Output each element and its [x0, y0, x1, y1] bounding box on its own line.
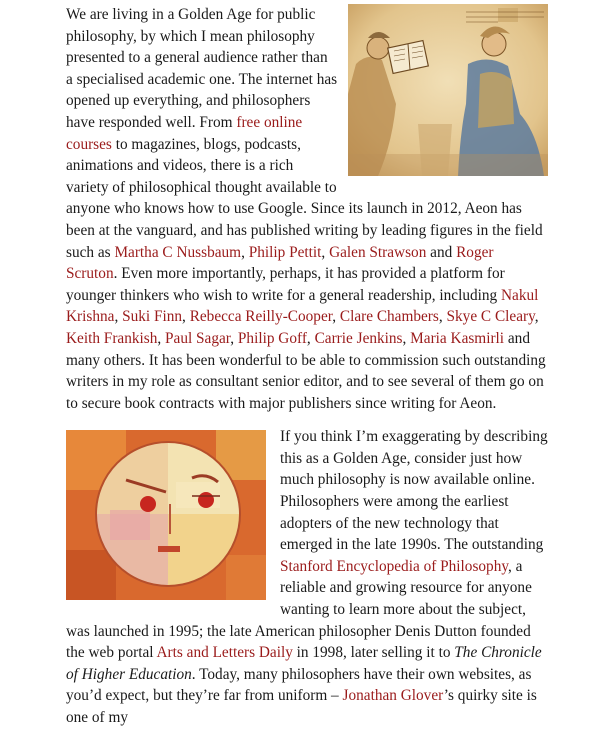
link-philip-pettit[interactable]: Philip Pettit	[248, 243, 322, 261]
link-skye-c-cleary[interactable]: Skye C Cleary	[446, 308, 535, 326]
link-galen-strawson[interactable]: Galen Strawson	[329, 243, 427, 261]
link-clare-chambers[interactable]: Clare Chambers	[339, 308, 439, 326]
link-jonathan-glover[interactable]: Jonathan Glover	[342, 687, 444, 705]
link-free-online-courses[interactable]: free online courses	[66, 113, 303, 153]
link-paul-sagar[interactable]: Paul Sagar	[165, 329, 231, 347]
publication-title: The Chronicle of Higher Education	[66, 644, 542, 683]
paragraph-intro: We are living in a Golden Age for public philosophy, by which I mean philosophy presented to a general audience rather than a specialised academic one. The internet has opened up everything, and philosophers have responded well. From free online courses to magazines, blogs, podcasts, animations and videos, there is a rich variety of philosophical thought available to anyone who knows how to use Google. Since its launch in 2012, Aeon has been at the vanguard, and has published writing by leading figures in the field such as Martha C Nussbaum, Philip Pettit, Galen Strawson and Roger Scruton. Even more importantly, perhaps, it has provided a platform for younger thinkers who wish to write for a general readership, including Nakul Krishna, Suki Finn, Rebecca Reilly-Cooper, Clare Chambers, Skye C Cleary, Keith Frankish, Paul Sagar, Philip Goff, Carrie Jenkins, Maria Kasmirli and many others. It has been wonderful to be able to commission such outstanding writers in my role as consultant senior editor, and to see several of them go on to secure book contracts with major publishers since writing for Aeon.	[66, 4, 548, 414]
medieval-manuscript-illustration	[348, 4, 548, 176]
link-maria-kasmirli[interactable]: Maria Kasmirli	[410, 329, 505, 347]
link-suki-finn[interactable]: Suki Finn	[122, 308, 183, 326]
link-rebecca-reilly-cooper[interactable]: Rebecca Reilly-Cooper	[189, 308, 333, 326]
klee-senecio-painting	[66, 430, 266, 600]
link-carrie-jenkins[interactable]: Carrie Jenkins	[314, 329, 403, 347]
link-roger-scruton[interactable]: Roger Scruton	[66, 243, 494, 283]
paragraph-golden-age: If you think I’m exaggerating by describing this as a Golden Age, consider just how much philosophy is now available online. Philosophers were among the earliest adopters of the new technology that emerged in the late 1990s. The outstanding Stanford Encyclopedia of Philosophy, a reliable and growing resource for anyone wanting to learn more about the subject, was launched in 1995; the late American philosopher Denis Dutton founded the web portal Arts and Letters Daily in 1998, later selling it to The Chronicle of Higher Education. Today, many philosophers have their own websites, as you’d expect, but they’re far from uniform – Jonathan Glover’s quirky site is one of my	[66, 428, 548, 726]
link-philip-goff[interactable]: Philip Goff	[237, 329, 307, 347]
article-body	[66, 4, 548, 741]
link-arts-and-letters-daily[interactable]: Arts and Letters Daily	[156, 644, 293, 662]
link-keith-frankish[interactable]: Keith Frankish	[66, 329, 158, 347]
link-stanford-encyclopedia[interactable]: Stanford Encyclopedia of Philosophy	[280, 557, 508, 575]
link-nakul-krishna[interactable]: Nakul Krishna	[66, 286, 539, 326]
link-martha-c-nussbaum[interactable]: Martha C Nussbaum	[114, 243, 242, 261]
